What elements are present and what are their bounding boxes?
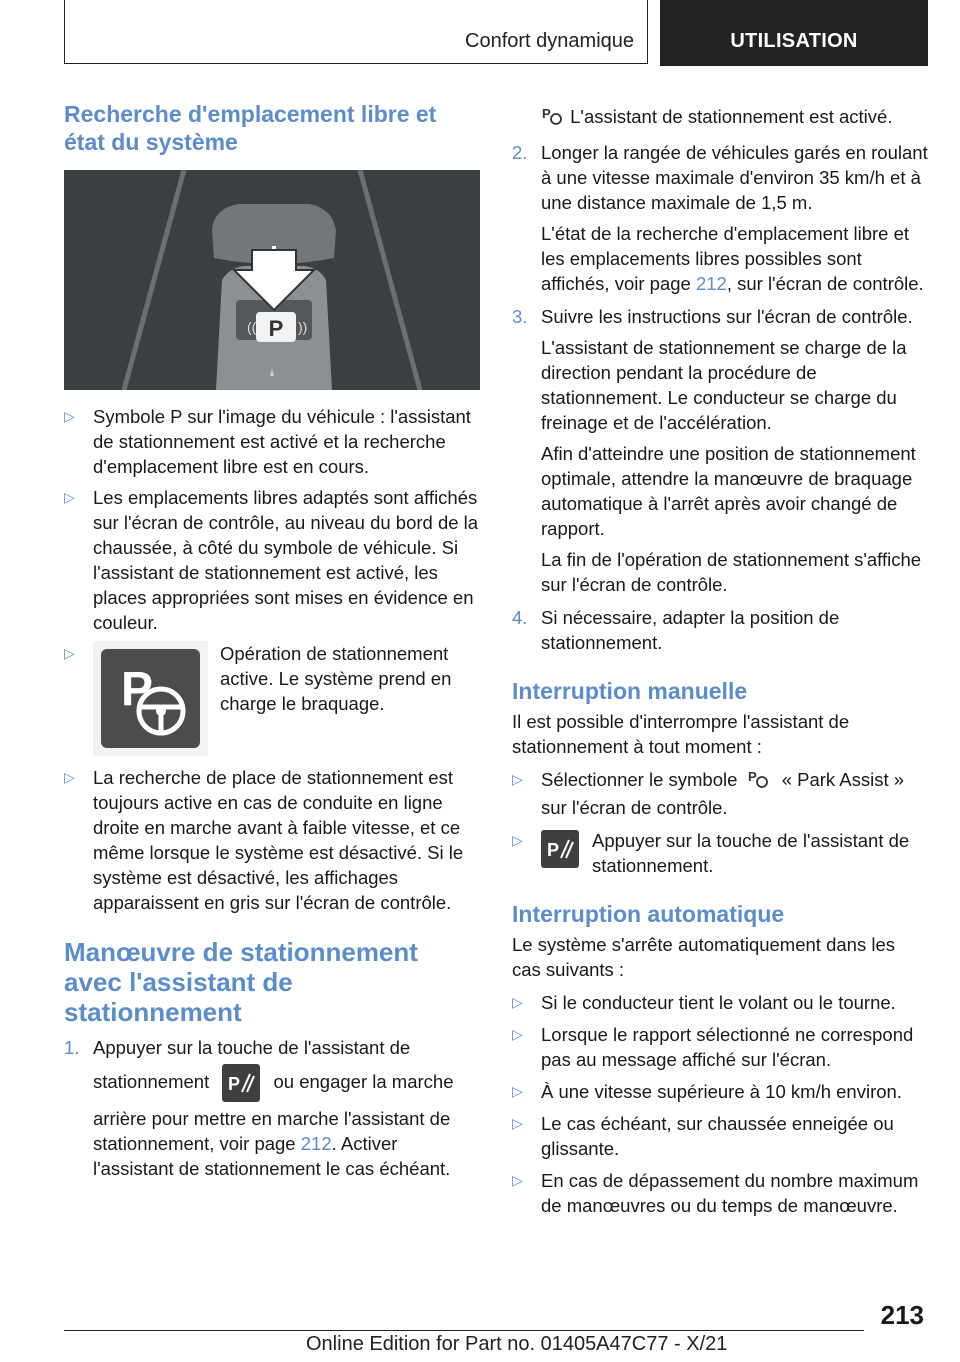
step-number: 3. xyxy=(512,306,528,328)
triangle-bullet-icon: ▷ xyxy=(512,1115,523,1132)
triangle-bullet-icon: ▷ xyxy=(512,1083,523,1100)
section-title: Confort dynamique xyxy=(465,30,634,52)
step-number: 2. xyxy=(512,142,528,164)
list-item: ▷ P Appuyer sur la touche de l'assistant de stationnement. xyxy=(512,830,910,877)
svg-text:((: (( xyxy=(247,319,257,335)
triangle-bullet-icon: ▷ xyxy=(512,832,523,849)
steps-list-continued xyxy=(512,104,928,655)
triangle-bullet-icon: ▷ xyxy=(512,994,523,1011)
triangle-bullet-icon: ▷ xyxy=(512,1026,523,1043)
park-assist-button-icon xyxy=(222,1064,260,1102)
step-number: 4. xyxy=(512,607,528,629)
parking-display-illustration xyxy=(64,170,480,390)
status-bullet-list xyxy=(64,404,480,915)
list-item: ▷ La recherche de place de stationnement est toujours active en cas de conduite en ligne droite en marche avant à faible vitesse, et ce même lorsque le système est désactivé. Si le système est désactivé, les affichages apparaissent en gris sur l'écran de contrôle. xyxy=(64,767,464,913)
svg-text:P: P xyxy=(542,106,551,122)
heading-search-state: Recherche d'emplacement libre et état du système xyxy=(64,101,437,155)
triangle-bullet-icon: ▷ xyxy=(64,769,75,785)
svg-text:P: P xyxy=(121,663,154,716)
list-item: 4. Si nécessaire, adapter la position de stationnement. xyxy=(512,607,840,654)
svg-text:P: P xyxy=(268,316,284,341)
park-assist-button-icon xyxy=(541,830,579,868)
page-number: 213 xyxy=(880,1300,924,1330)
right-column xyxy=(512,104,928,1218)
svg-text:P: P xyxy=(747,769,757,785)
list-item: ▷ Lorsque le rapport sélectionné ne correspond pas au message affiché sur l'écran. xyxy=(512,1024,914,1071)
svg-text:P: P xyxy=(547,840,560,861)
triangle-bullet-icon: ▷ xyxy=(512,771,523,788)
heading-manual-interruption: Interruption manuelle xyxy=(512,678,748,705)
steps-list xyxy=(64,1035,480,1181)
list-item: P L'assistant de stationnement est activé. xyxy=(512,104,928,132)
paragraph: Il est possible d'interrompre l'assistant de stationnement à tout moment : xyxy=(512,711,850,758)
list-item: ▷ Les emplacements libres adaptés sont affichés sur l'écran de contrôle, au niveau du bord de la chaussée, à côté du symbole de véhicule. Si l'assistant de stationnement est activé, les places appropriées sont mises en évidence en couleur. xyxy=(64,487,479,633)
list-item: ▷ P Opération de stationnement active. Le système prend en charge le braquage. xyxy=(64,641,480,757)
heading-parking-maneuver: Manœuvre de stationnement avec l'assistant de stationnement xyxy=(64,937,418,1027)
list-item: ▷ À une vitesse supérieure à 10 km/h environ. xyxy=(512,1081,902,1103)
vehicle-display-image xyxy=(64,170,480,390)
footer-divider xyxy=(64,1330,864,1331)
list-item: 1. Appuyer sur la touche de l'assistant de stationnement P ou engager la marche arrière pour mettre en marche l'assistant de stationnement, voir page 212. Activer l'assistant de stationnement le cas échéant. xyxy=(64,1037,454,1179)
automatic-interruption-list xyxy=(512,990,928,1218)
park-assist-symbol-icon xyxy=(541,104,565,132)
edition-note: Online Edition for Part no. 01405A47C77 - X/21 xyxy=(306,1333,728,1355)
list-item: 3. Suivre les instructions sur l'écran de contrôle. L'assistant de stationnement se charge de la direction pendant la procédure de stationnement. Le conducteur se charge du freinage et de l'accélération. Afin d'atteindre une position de stationnement optimale, attendre la manœuvre de braquage automatique à l'arrêt après avoir changé de rapport. La fin de l'opération de stationnement s'affiche sur l'écran de contrôle. xyxy=(512,306,922,596)
heading-automatic-interruption: Interruption automatique xyxy=(512,901,785,928)
svg-text:P: P xyxy=(228,1074,241,1094)
left-column xyxy=(64,100,480,1181)
chapter-tab: UTILISATION xyxy=(660,0,928,66)
triangle-bullet-icon: ▷ xyxy=(64,408,75,424)
paragraph: Le système s'arrête automatiquement dans les cas suivants : xyxy=(512,934,895,981)
park-assist-symbol-icon xyxy=(747,767,773,795)
list-item: ▷ Symbole P sur l'image du véhicule : l'assistant de stationnement est activé et la recherche d'emplacement libre est en cours. xyxy=(64,406,471,477)
svg-text:)): )) xyxy=(298,319,308,335)
manual-interruption-list xyxy=(512,767,928,878)
page-reference-link[interactable]: 212 xyxy=(695,273,727,295)
list-item: ▷ Si le conducteur tient le volant ou le tourne. xyxy=(512,992,896,1014)
page-header xyxy=(64,0,928,66)
list-item: 2. Longer la rangée de véhicules garés en roulant à une vitesse maximale d'environ 35 km/h et à une distance maximale de 1,5 m. L'état de la recherche d'emplacement libre et les emplacements libres possibles sont affichés, voir page 212, sur l'écran de contrôle. xyxy=(512,142,928,295)
triangle-bullet-icon: ▷ xyxy=(512,1172,523,1189)
list-item: ▷ En cas de dépassement du nombre maximum de manœuvres ou du temps de manœuvre. xyxy=(512,1170,919,1217)
list-item: ▷ Le cas échéant, sur chaussée enneigée ou glissante. xyxy=(512,1113,894,1160)
triangle-bullet-icon: ▷ xyxy=(64,489,75,505)
list-item: ▷ Sélectionner le symbole P « Park Assist » sur l'écran de contrôle. xyxy=(512,769,905,819)
page-reference-link[interactable]: 212 xyxy=(300,1133,332,1154)
triangle-bullet-icon: ▷ xyxy=(64,645,75,661)
steering-park-icon xyxy=(93,641,208,756)
step-number: 1. xyxy=(64,1037,80,1058)
